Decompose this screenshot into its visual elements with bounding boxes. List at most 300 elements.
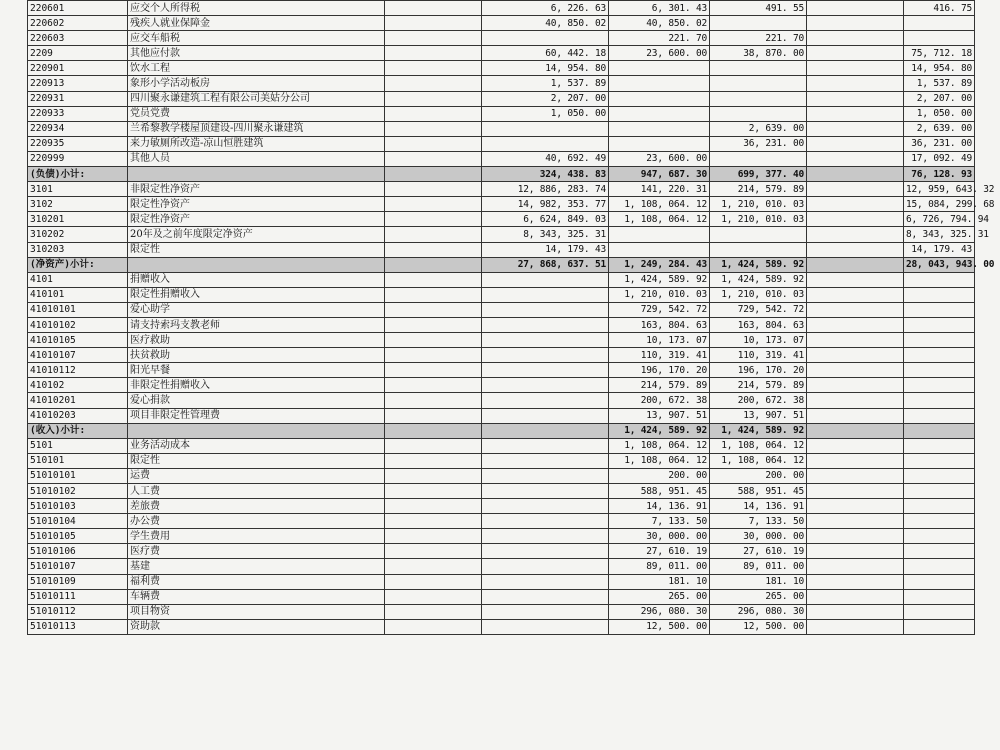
opening-balance-cell <box>482 378 609 393</box>
debit-amount-cell: 30, 000. 00 <box>609 529 710 544</box>
blank-cell <box>385 619 482 634</box>
blank-cell <box>807 514 904 529</box>
ledger-table <box>27 0 995 635</box>
closing-balance-cell <box>904 468 975 483</box>
credit-amount-cell: 1, 424, 589. 92 <box>710 257 807 272</box>
account-code-cell: 3101 <box>28 182 128 197</box>
table-row <box>28 136 975 151</box>
credit-amount-cell: 1, 424, 589. 92 <box>710 272 807 287</box>
blank-cell <box>385 484 482 499</box>
table-row <box>28 408 975 423</box>
opening-balance-cell <box>482 438 609 453</box>
closing-balance-cell: 2, 207. 00 <box>904 91 975 106</box>
table-row <box>28 121 975 136</box>
blank-cell <box>807 438 904 453</box>
account-name-cell: 基建 <box>128 559 385 574</box>
table-row <box>28 317 975 332</box>
blank-cell <box>807 302 904 317</box>
account-name-cell: 项目非限定性管理费 <box>128 408 385 423</box>
blank-cell <box>385 61 482 76</box>
opening-balance-cell: 40, 692. 49 <box>482 151 609 166</box>
blank-cell <box>385 287 482 302</box>
table-row <box>28 453 975 468</box>
blank-cell <box>385 182 482 197</box>
table-row <box>28 499 975 514</box>
credit-amount-cell: 214, 579. 89 <box>710 182 807 197</box>
account-code-cell: 41010201 <box>28 393 128 408</box>
account-name-cell <box>128 257 385 272</box>
account-code-cell: 220603 <box>28 31 128 46</box>
closing-balance-cell: 14, 179. 43 <box>904 242 975 257</box>
credit-amount-cell <box>710 16 807 31</box>
table-row <box>28 91 975 106</box>
debit-amount-cell: 89, 011. 00 <box>609 559 710 574</box>
closing-balance-cell: 12, 959, 643. 32 <box>904 182 975 197</box>
table-row <box>28 106 975 121</box>
opening-balance-cell <box>482 333 609 348</box>
closing-balance-cell <box>904 619 975 634</box>
table-row <box>28 333 975 348</box>
debit-amount-cell: 265. 00 <box>609 589 710 604</box>
credit-amount-cell: 1, 210, 010. 03 <box>710 287 807 302</box>
debit-amount-cell: 196, 170. 20 <box>609 363 710 378</box>
blank-cell <box>385 1 482 16</box>
credit-amount-cell <box>710 106 807 121</box>
account-name-cell: 学生费用 <box>128 529 385 544</box>
account-code-cell: 41010107 <box>28 348 128 363</box>
account-name-cell: 非限定性净资产 <box>128 182 385 197</box>
closing-balance-cell <box>904 529 975 544</box>
blank-cell <box>807 61 904 76</box>
account-code-cell: 4101 <box>28 272 128 287</box>
table-row <box>28 544 975 559</box>
blank-cell <box>385 227 482 242</box>
account-name-cell: 限定性捐赠收入 <box>128 287 385 302</box>
closing-balance-cell <box>904 287 975 302</box>
table-row <box>28 484 975 499</box>
subtotal-row <box>28 257 975 272</box>
debit-amount-cell: 1, 424, 589. 92 <box>609 272 710 287</box>
blank-cell <box>807 423 904 438</box>
table-row <box>28 61 975 76</box>
opening-balance-cell <box>482 589 609 604</box>
opening-balance-cell: 12, 886, 283. 74 <box>482 182 609 197</box>
account-code-cell: 220999 <box>28 151 128 166</box>
opening-balance-cell <box>482 529 609 544</box>
opening-balance-cell <box>482 31 609 46</box>
debit-amount-cell: 40, 850. 02 <box>609 16 710 31</box>
closing-balance-cell <box>904 31 975 46</box>
table-row <box>28 619 975 634</box>
account-name-cell <box>128 423 385 438</box>
credit-amount-cell: 2, 639. 00 <box>710 121 807 136</box>
account-name-cell: 办公费 <box>128 514 385 529</box>
debit-amount-cell: 163, 804. 63 <box>609 317 710 332</box>
account-name-cell: 应交个人所得税 <box>128 1 385 16</box>
table-row <box>28 151 975 166</box>
account-code-cell: 51010101 <box>28 468 128 483</box>
debit-amount-cell <box>609 91 710 106</box>
account-name-cell: 福利费 <box>128 574 385 589</box>
table-row <box>28 589 975 604</box>
blank-cell <box>385 438 482 453</box>
blank-cell <box>807 46 904 61</box>
opening-balance-cell <box>482 559 609 574</box>
account-code-cell: 51010102 <box>28 484 128 499</box>
closing-balance-cell <box>904 484 975 499</box>
table-row <box>28 76 975 91</box>
credit-amount-cell: 27, 610. 19 <box>710 544 807 559</box>
debit-amount-cell: 1, 108, 064. 12 <box>609 197 710 212</box>
credit-amount-cell <box>710 76 807 91</box>
closing-balance-cell: 28, 043, 943. 00 <box>904 257 975 272</box>
table-row <box>28 393 975 408</box>
blank-cell <box>385 574 482 589</box>
blank-cell <box>807 16 904 31</box>
blank-cell <box>385 151 482 166</box>
account-name-cell: 扶贫救助 <box>128 348 385 363</box>
blank-cell <box>807 393 904 408</box>
closing-balance-cell: 8, 343, 325. 31 <box>904 227 975 242</box>
opening-balance-cell: 14, 954. 80 <box>482 61 609 76</box>
credit-amount-cell: 14, 136. 91 <box>710 499 807 514</box>
opening-balance-cell <box>482 393 609 408</box>
blank-cell <box>807 182 904 197</box>
blank-cell <box>385 333 482 348</box>
blank-cell <box>807 499 904 514</box>
closing-balance-cell: 1, 537. 89 <box>904 76 975 91</box>
blank-cell <box>385 257 482 272</box>
ledger-body <box>28 1 995 635</box>
blank-cell <box>385 604 482 619</box>
subtotal-row <box>28 423 975 438</box>
credit-amount-cell: 1, 108, 064. 12 <box>710 438 807 453</box>
table-row <box>28 468 975 483</box>
table-row <box>28 212 975 227</box>
opening-balance-cell: 1, 537. 89 <box>482 76 609 91</box>
table-row <box>28 574 975 589</box>
opening-balance-cell <box>482 317 609 332</box>
account-code-cell: 51010103 <box>28 499 128 514</box>
blank-cell <box>385 46 482 61</box>
credit-amount-cell: 214, 579. 89 <box>710 378 807 393</box>
blank-cell <box>385 363 482 378</box>
debit-amount-cell: 296, 080. 30 <box>609 604 710 619</box>
closing-balance-cell: 15, 084, 299. 68 <box>904 197 975 212</box>
blank-cell <box>385 499 482 514</box>
closing-balance-cell <box>904 272 975 287</box>
account-name-cell: 阳光早餐 <box>128 363 385 378</box>
account-code-cell: 220901 <box>28 61 128 76</box>
account-code-cell: 310203 <box>28 242 128 257</box>
debit-amount-cell: 141, 220. 31 <box>609 182 710 197</box>
credit-amount-cell: 36, 231. 00 <box>710 136 807 151</box>
debit-amount-cell <box>609 121 710 136</box>
account-code-cell: 510101 <box>28 453 128 468</box>
account-code-cell: 51010112 <box>28 604 128 619</box>
credit-amount-cell: 163, 804. 63 <box>710 317 807 332</box>
debit-amount-cell <box>609 242 710 257</box>
blank-cell <box>807 227 904 242</box>
debit-amount-cell: 23, 600. 00 <box>609 46 710 61</box>
blank-cell <box>385 514 482 529</box>
credit-amount-cell <box>710 242 807 257</box>
account-name-cell: 党员党费 <box>128 106 385 121</box>
table-row <box>28 348 975 363</box>
account-code-cell: 41010112 <box>28 363 128 378</box>
closing-balance-cell <box>904 302 975 317</box>
closing-balance-cell <box>904 499 975 514</box>
debit-amount-cell: 10, 173. 07 <box>609 333 710 348</box>
table-row <box>28 197 975 212</box>
credit-amount-cell: 200. 00 <box>710 468 807 483</box>
account-name-cell: 其他应付款 <box>128 46 385 61</box>
debit-amount-cell: 200, 672. 38 <box>609 393 710 408</box>
blank-cell <box>807 363 904 378</box>
credit-amount-cell: 30, 000. 00 <box>710 529 807 544</box>
account-name-cell: 请支持索玛支教老师 <box>128 317 385 332</box>
blank-cell <box>807 484 904 499</box>
blank-cell <box>807 408 904 423</box>
account-code-cell: 220602 <box>28 16 128 31</box>
blank-cell <box>385 16 482 31</box>
blank-cell <box>807 468 904 483</box>
closing-balance-cell <box>904 438 975 453</box>
opening-balance-cell <box>482 453 609 468</box>
blank-cell <box>807 574 904 589</box>
account-name-cell: 应交车船税 <box>128 31 385 46</box>
account-code-cell: 410102 <box>28 378 128 393</box>
credit-amount-cell: 38, 870. 00 <box>710 46 807 61</box>
account-code-cell: 310202 <box>28 227 128 242</box>
blank-cell <box>807 31 904 46</box>
subtotal-row <box>28 167 975 182</box>
account-name-cell: 四川聚永谦建筑工程有限公司美姑分公司 <box>128 91 385 106</box>
blank-cell <box>807 76 904 91</box>
debit-amount-cell: 1, 108, 064. 12 <box>609 453 710 468</box>
account-code-cell: (净资产)小计: <box>28 257 128 272</box>
debit-amount-cell: 181. 10 <box>609 574 710 589</box>
credit-amount-cell <box>710 227 807 242</box>
opening-balance-cell <box>482 468 609 483</box>
table-row <box>28 302 975 317</box>
opening-balance-cell <box>482 604 609 619</box>
blank-cell <box>385 136 482 151</box>
debit-amount-cell: 1, 424, 589. 92 <box>609 423 710 438</box>
blank-cell <box>807 167 904 182</box>
blank-cell <box>807 453 904 468</box>
closing-balance-cell <box>904 544 975 559</box>
opening-balance-cell: 8, 343, 325. 31 <box>482 227 609 242</box>
account-code-cell: (负债)小计: <box>28 167 128 182</box>
closing-balance-cell: 416. 75 <box>904 1 975 16</box>
debit-amount-cell <box>609 61 710 76</box>
blank-cell <box>385 76 482 91</box>
blank-cell <box>807 257 904 272</box>
debit-amount-cell: 221. 70 <box>609 31 710 46</box>
credit-amount-cell <box>710 91 807 106</box>
closing-balance-cell <box>904 363 975 378</box>
opening-balance-cell <box>482 302 609 317</box>
blank-cell <box>807 348 904 363</box>
account-name-cell: 象形小学活动板房 <box>128 76 385 91</box>
blank-cell <box>807 212 904 227</box>
opening-balance-cell <box>482 287 609 302</box>
table-row <box>28 1 975 16</box>
blank-cell <box>385 31 482 46</box>
account-name-cell: 人工费 <box>128 484 385 499</box>
account-name-cell: 饮水工程 <box>128 61 385 76</box>
debit-amount-cell: 27, 610. 19 <box>609 544 710 559</box>
blank-cell <box>385 167 482 182</box>
debit-amount-cell: 7, 133. 50 <box>609 514 710 529</box>
blank-cell <box>807 604 904 619</box>
closing-balance-cell <box>904 423 975 438</box>
blank-cell <box>385 468 482 483</box>
closing-balance-cell: 1, 050. 00 <box>904 106 975 121</box>
credit-amount-cell: 1, 424, 589. 92 <box>710 423 807 438</box>
account-code-cell: 41010102 <box>28 317 128 332</box>
closing-balance-cell: 75, 712. 18 <box>904 46 975 61</box>
opening-balance-cell <box>482 544 609 559</box>
debit-amount-cell <box>609 227 710 242</box>
blank-cell <box>807 242 904 257</box>
opening-balance-cell <box>482 348 609 363</box>
credit-amount-cell: 265. 00 <box>710 589 807 604</box>
opening-balance-cell <box>482 619 609 634</box>
closing-balance-cell <box>904 378 975 393</box>
account-code-cell: 51010106 <box>28 544 128 559</box>
debit-amount-cell <box>609 76 710 91</box>
blank-cell <box>807 529 904 544</box>
blank-cell <box>385 91 482 106</box>
account-name-cell: 来力敏厕所改造-凉山恒胜建筑 <box>128 136 385 151</box>
credit-amount-cell: 110, 319. 41 <box>710 348 807 363</box>
credit-amount-cell: 491. 55 <box>710 1 807 16</box>
blank-cell <box>807 317 904 332</box>
closing-balance-cell <box>904 333 975 348</box>
account-name-cell: 残疾人就业保障金 <box>128 16 385 31</box>
table-row <box>28 438 975 453</box>
closing-balance-cell: 6, 726, 794. 94 <box>904 212 975 227</box>
credit-amount-cell <box>710 151 807 166</box>
blank-cell <box>807 151 904 166</box>
account-code-cell: 5101 <box>28 438 128 453</box>
opening-balance-cell: 27, 868, 637. 51 <box>482 257 609 272</box>
account-code-cell: 220935 <box>28 136 128 151</box>
opening-balance-cell: 6, 624, 849. 03 <box>482 212 609 227</box>
blank-cell <box>385 121 482 136</box>
closing-balance-cell <box>904 317 975 332</box>
credit-amount-cell: 181. 10 <box>710 574 807 589</box>
account-code-cell: 220931 <box>28 91 128 106</box>
account-name-cell: 捐赠收入 <box>128 272 385 287</box>
table-row <box>28 604 975 619</box>
credit-amount-cell: 1, 210, 010. 03 <box>710 212 807 227</box>
account-name-cell: 运费 <box>128 468 385 483</box>
blank-cell <box>807 544 904 559</box>
debit-amount-cell: 13, 907. 51 <box>609 408 710 423</box>
opening-balance-cell: 2, 207. 00 <box>482 91 609 106</box>
blank-cell <box>807 121 904 136</box>
blank-cell <box>385 378 482 393</box>
opening-balance-cell: 1, 050. 00 <box>482 106 609 121</box>
blank-cell <box>385 106 482 121</box>
debit-amount-cell: 1, 108, 064. 12 <box>609 438 710 453</box>
table-row <box>28 378 975 393</box>
debit-amount-cell: 1, 210, 010. 03 <box>609 287 710 302</box>
account-name-cell: 差旅费 <box>128 499 385 514</box>
account-code-cell: 41010203 <box>28 408 128 423</box>
blank-cell <box>807 136 904 151</box>
closing-balance-cell: 2, 639. 00 <box>904 121 975 136</box>
table-row <box>28 529 975 544</box>
table-row <box>28 31 975 46</box>
credit-amount-cell: 221. 70 <box>710 31 807 46</box>
account-name-cell: 其他人员 <box>128 151 385 166</box>
opening-balance-cell <box>482 121 609 136</box>
debit-amount-cell: 6, 301. 43 <box>609 1 710 16</box>
debit-amount-cell: 14, 136. 91 <box>609 499 710 514</box>
account-name-cell: 资助款 <box>128 619 385 634</box>
blank-cell <box>385 348 482 363</box>
opening-balance-cell <box>482 574 609 589</box>
account-code-cell: 2209 <box>28 46 128 61</box>
credit-amount-cell: 699, 377. 40 <box>710 167 807 182</box>
account-name-cell: 非限定性捐赠收入 <box>128 378 385 393</box>
credit-amount-cell: 588, 951. 45 <box>710 484 807 499</box>
account-code-cell: 51010109 <box>28 574 128 589</box>
account-name-cell: 爱心捐款 <box>128 393 385 408</box>
account-code-cell: (收入)小计: <box>28 423 128 438</box>
account-name-cell: 限定性 <box>128 453 385 468</box>
table-row <box>28 514 975 529</box>
blank-cell <box>385 408 482 423</box>
table-row <box>28 559 975 574</box>
opening-balance-cell <box>482 136 609 151</box>
table-row <box>28 363 975 378</box>
closing-balance-cell <box>904 604 975 619</box>
blank-cell <box>385 302 482 317</box>
blank-cell <box>807 287 904 302</box>
account-name-cell: 医疗救助 <box>128 333 385 348</box>
blank-cell <box>385 453 482 468</box>
account-code-cell: 220601 <box>28 1 128 16</box>
blank-cell <box>385 544 482 559</box>
opening-balance-cell <box>482 499 609 514</box>
closing-balance-cell: 17, 092. 49 <box>904 151 975 166</box>
credit-amount-cell: 196, 170. 20 <box>710 363 807 378</box>
credit-amount-cell: 89, 011. 00 <box>710 559 807 574</box>
blank-cell <box>807 197 904 212</box>
debit-amount-cell: 200. 00 <box>609 468 710 483</box>
closing-balance-cell <box>904 393 975 408</box>
blank-cell <box>385 317 482 332</box>
blank-cell <box>807 106 904 121</box>
blank-cell <box>385 393 482 408</box>
blank-cell <box>385 423 482 438</box>
account-name-cell: 爱心助学 <box>128 302 385 317</box>
debit-amount-cell: 1, 108, 064. 12 <box>609 212 710 227</box>
credit-amount-cell <box>710 61 807 76</box>
closing-balance-cell: 14, 954. 80 <box>904 61 975 76</box>
opening-balance-cell <box>482 484 609 499</box>
blank-cell <box>385 559 482 574</box>
closing-balance-cell <box>904 453 975 468</box>
debit-amount-cell: 12, 500. 00 <box>609 619 710 634</box>
account-code-cell: 51010105 <box>28 529 128 544</box>
account-code-cell: 41010105 <box>28 333 128 348</box>
